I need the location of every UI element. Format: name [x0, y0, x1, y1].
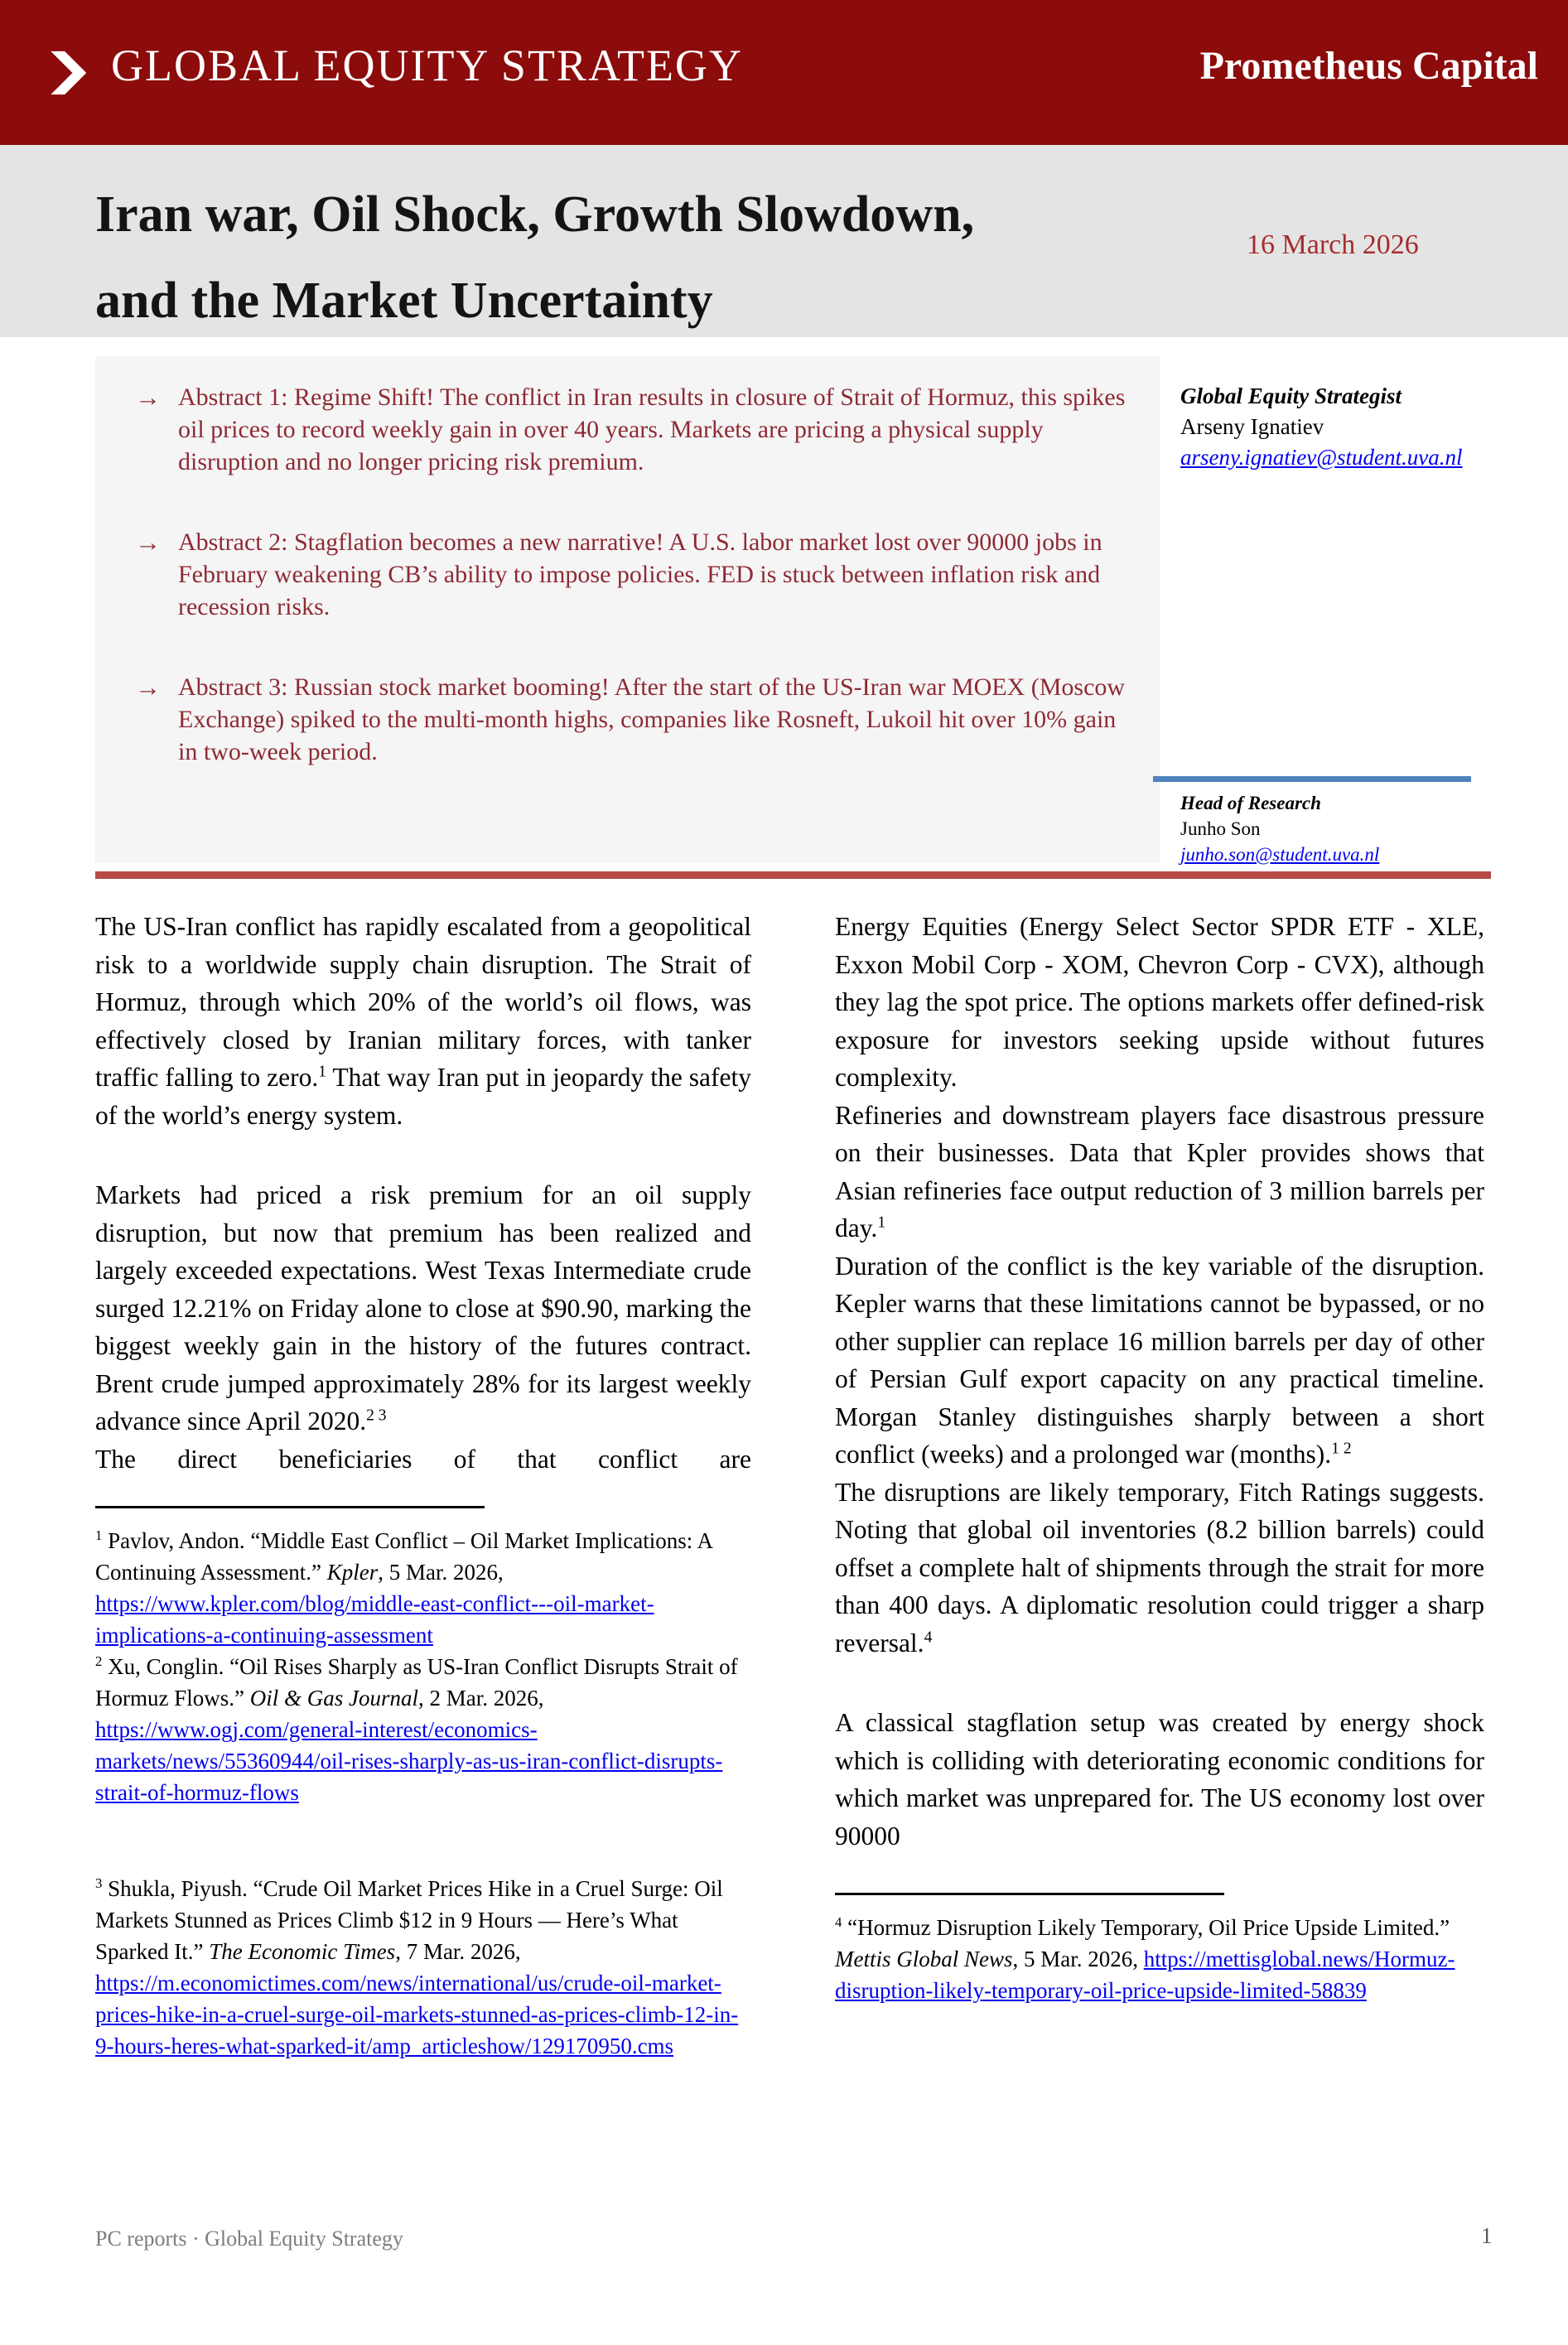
paragraph-spacer: [835, 1662, 1484, 1704]
footnote-link[interactable]: https://www.kpler.com/blog/middle-east-conflict---oil-market-implications-a-continuing-assessment: [95, 1591, 654, 1648]
contact-primary-role: Global Equity Strategist: [1180, 384, 1402, 408]
body-column-left: [95, 908, 751, 2062]
contact-secondary: [1180, 790, 1379, 867]
title-band: [0, 145, 1568, 337]
paragraph: Markets had priced a risk premium for an oil supply disruption, but now that premium has been realized and largely exceeded expectations. West Texas Intermediate crude surged 12.21% on Friday alone to close at $90.90, marking the biggest weekly gain in the history of the futures contract. Brent crude jumped approximately 28% for its largest weekly advance since April 2020.$^{2 3}$: [95, 1180, 751, 1435]
email-link[interactable]: junho.son@student.uva.nl: [1180, 844, 1380, 865]
abstract-item-3: [135, 671, 1138, 768]
chevron-right-icon: [43, 48, 89, 98]
abstract-item-1: [135, 381, 1138, 478]
brand-name: Prometheus Capital: [1199, 44, 1538, 88]
body-column-right: [835, 908, 1484, 2006]
arrow-right-icon: →: [135, 673, 161, 702]
paragraph: Energy Equities (Energy Select Sector SPDR ETF - XLE, Exxon Mobil Corp - XOM, Chevron Corp - CVX), although they lag the spot price. The options markets offer defined-risk exposure for investors seeking upside without futures complexity.: [835, 912, 1484, 1092]
report-series-title: GLOBAL EQUITY STRATEGY: [111, 41, 743, 90]
footnote-link[interactable]: https://mettisglobal.news/Hormuz-disruption-likely-temporary-oil-price-upside-limited-58839: [835, 1947, 1455, 2003]
page-title-line1: Iran war, Oil Shock, Growth Slowdown,: [95, 186, 975, 243]
paragraph: The disruptions are likely temporary, Fitch Ratings suggests. Noting that global oil inventories (8.2 billion barrels) could offset a complete halt of shipments through the strait for more than 400 days. A diplomatic resolution could trigger a sharp reversal.$^4$: [835, 1477, 1484, 1657]
footnote-1: $^1$ Pavlov, Andon. “Middle East Conflict – Oil Market Implications: A Continuing Assessment.” Kpler, 5 Mar. 2026, https://www.kpler.com/blog/middle-east-conflict---oil-market-implications-a-continuing-assessment: [95, 1527, 712, 1648]
paragraph: The US-Iran conflict has rapidly escalated from a geopolitical risk to a worldwide supply chain disruption. The Strait of Hormuz, through which 20% of the world’s oil flows, was effectively closed by Iranian military forces, with tanker traffic falling to zero.$^1$ That way Iran put in jeopardy the safety of the world’s energy system.: [95, 912, 752, 1130]
paragraph: Duration of the conflict is the key variable of the disruption. Kepler warns that these limitations cannot be bypassed, or no other supplier can replace 16 million barrels per day of other of Persian Gulf export capacity on any practical timeline. Morgan Stanley distinguishes sharply between a short conflict (weeks) and a prolonged war (months).$^{1 2}$: [835, 1251, 1484, 1469]
abstract-text-1: Abstract 1: Regime Shift! The conflict in Iran results in closure of Strait of Hormuz, this spikes oil prices to record weekly gain in over 40 years. Markets are pricing a physical supply disruption and no longer pricing risk premium.: [178, 384, 1126, 475]
red-divider: [95, 871, 1491, 879]
footnote-link[interactable]: https://m.economictimes.com/news/international/us/crude-oil-market-prices-hike-in-a-cruel-surge-oil-markets-stunned-as-prices-climb-12-in-9-hours-heres-what-sparked-it/amp_articleshow/129170950.cms: [95, 1971, 739, 2058]
abstract-text-2: Abstract 2: Stagflation becomes a new narrative! A U.S. labor market lost over 90000 jobs in February weakening CB’s ability to impose policies. FED is stuck between inflation risk and recession risks.: [178, 528, 1102, 620]
footnote-2: $^2$ Xu, Conglin. “Oil Rises Sharply as US-Iran Conflict Disrupts Strait of Hormuz Flows.” Oil & Gas Journal, 2 Mar. 2026, https://www.ogj.com/general-interest/economics-markets/news/55360944/oil-rises-sharply-as-us-iran-conflict-disrupts-strait-of-hormuz-flows: [95, 1653, 738, 1805]
abstract-item-2: [135, 526, 1138, 623]
paragraph: A classical stagflation setup was created by energy shock which is colliding with deteriorating economic conditions for which market was unprepared for. The US economy lost over 90000: [835, 1708, 1484, 1850]
report-header: [0, 0, 1568, 145]
email-link[interactable]: arseny.ignatiev@student.uva.nl: [1180, 445, 1463, 470]
abstract-box: [95, 356, 1160, 863]
footnote-separator: [95, 1506, 485, 1508]
footnote-link[interactable]: https://www.ogj.com/general-interest/economics-markets/news/55360944/oil-rises-sharply-as-us-iran-conflict-disrupts-strait-of-hormuz-flows: [95, 1717, 723, 1805]
contact-secondary-name: Junho Son: [1180, 818, 1261, 839]
paragraph: Refineries and downstream players face disastrous pressure on their businesses. Data that Kpler provides shows that Asian refineries face output reduction of 3 million barrels per day.$^1$: [835, 1100, 1484, 1242]
arrow-right-icon: →: [135, 383, 161, 412]
paragraph-spacer: [95, 1134, 751, 1176]
blue-divider: [1153, 776, 1471, 782]
contact-secondary-email: [1180, 842, 1379, 867]
footnote-block-left: [95, 1506, 751, 2062]
footer-text: PC reports · Global Equity Strategy: [95, 2227, 403, 2251]
contact-primary-email: [1180, 442, 1463, 473]
footnote-3: $^3$ Shukla, Piyush. “Crude Oil Market Prices Hike in a Cruel Surge: Oil Markets Stunned as Prices Climb $12 in 9 Hours — Here’s What Sparked It.” The Economic Times, 7 Mar. 2026, https://m.economictimes.com/news/international/us/crude-oil-market-prices-hike-in-a-cruel-surge-oil-markets-stunned-as-prices-climb-12-in-9-hours-heres-what-sparked-it/amp_articleshow/129170950.cms: [95, 1875, 739, 2058]
page-title: [95, 171, 974, 344]
abstract-text-3: Abstract 3: Russian stock market booming! After the start of the US-Iran war MOEX (Moscow Exchange) spiked to the multi-month highs, companies like Rosneft, Lukoil hit over 10% gain in two-week period.: [178, 673, 1126, 765]
paragraph: The direct beneficiaries of that conflict are: [95, 1444, 751, 1474]
arrow-right-icon: →: [135, 528, 161, 557]
page-title-line2: and the Market Uncertainty: [95, 273, 713, 329]
page-number: 1: [1481, 2223, 1493, 2248]
contact-primary-name: Arseny Ignatiev: [1180, 414, 1324, 439]
footnote-separator: [835, 1893, 1224, 1895]
report-date: 16 March 2026: [1247, 229, 1419, 260]
footnote-block-right: [835, 1893, 1484, 2006]
contact-secondary-role: Head of Research: [1180, 793, 1321, 813]
contact-primary: [1180, 381, 1463, 473]
footnote-4: $^4$ “Hormuz Disruption Likely Temporary, Oil Price Upside Limited.” Mettis Global News, 5 Mar. 2026, https://mettisglobal.news/Hormuz-disruption-likely-temporary-oil-price-upside-limited-58839: [835, 1914, 1455, 2003]
